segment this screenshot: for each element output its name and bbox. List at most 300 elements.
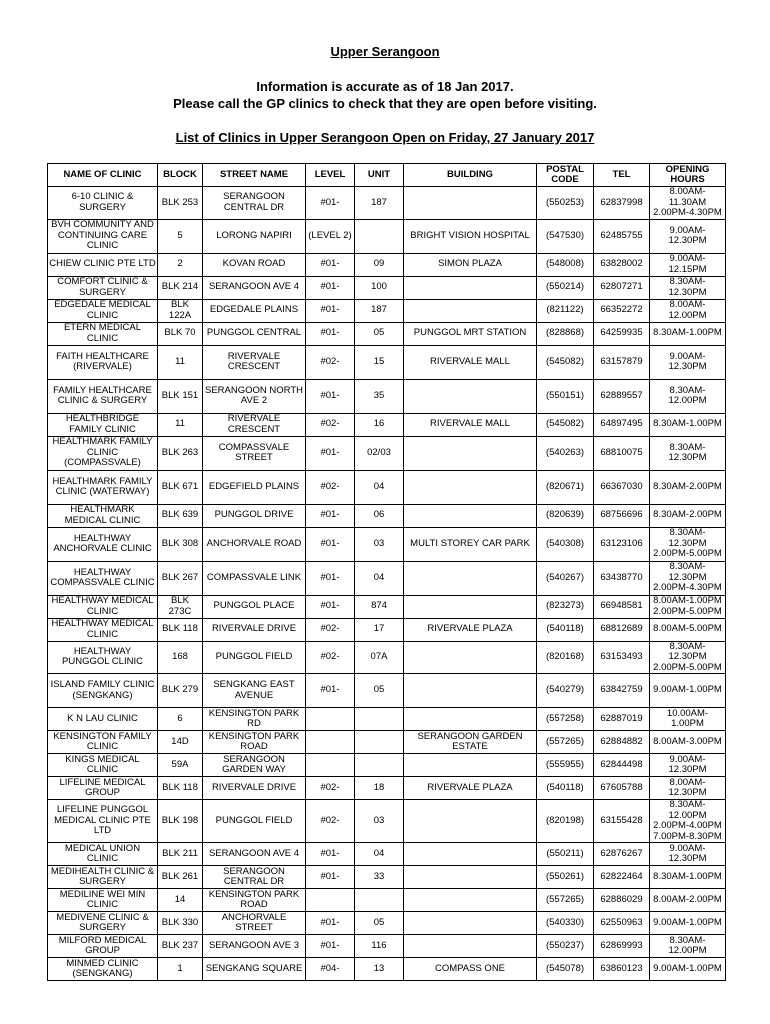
- clinic-postal-code: (547530): [537, 219, 594, 253]
- header-tel: TEL: [594, 164, 650, 187]
- clinic-postal-code: (540308): [537, 527, 594, 561]
- clinic-building: [404, 379, 537, 413]
- clinic-block: BLK 671: [158, 470, 203, 504]
- table-row: [48, 561, 726, 595]
- clinic-postal-code: (557265): [537, 731, 594, 754]
- clinic-block: 168: [158, 641, 203, 674]
- clinic-postal-code: (540330): [537, 912, 594, 935]
- clinic-tel: 66367030: [594, 470, 650, 504]
- clinic-street: PUNGGOL FIELD: [203, 641, 306, 674]
- clinic-level: #01-: [306, 436, 355, 470]
- clinic-hours: 8.00AM-1.00PM 2.00PM-5.00PM: [650, 595, 726, 618]
- clinic-unit: 35: [355, 379, 404, 413]
- clinic-level: #01-: [306, 276, 355, 299]
- clinic-building: [404, 866, 537, 889]
- clinic-postal-code: (828868): [537, 322, 594, 345]
- clinic-block: BLK 118: [158, 618, 203, 641]
- table-row: [48, 322, 726, 345]
- table-header-row: [48, 164, 726, 187]
- clinic-name: EDGEDALE MEDICAL CLINIC: [48, 299, 158, 322]
- clinic-street: RIVERVALE DRIVE: [203, 618, 306, 641]
- table-row: [48, 754, 726, 777]
- clinic-block: 14D: [158, 731, 203, 754]
- clinic-tel: 63860123: [594, 958, 650, 981]
- clinic-level: #01-: [306, 912, 355, 935]
- clinic-street: ANCHORVALE STREET: [203, 912, 306, 935]
- clinic-building: [404, 708, 537, 731]
- clinic-building: MULTI STOREY CAR PARK: [404, 527, 537, 561]
- clinic-building: BRIGHT VISION HOSPITAL: [404, 219, 537, 253]
- table-row: [48, 958, 726, 981]
- clinic-hours: 9.00AM-1.00PM: [650, 958, 726, 981]
- clinic-block: BLK 214: [158, 276, 203, 299]
- clinic-unit: 17: [355, 618, 404, 641]
- clinic-level: [306, 889, 355, 912]
- clinic-postal-code: (555955): [537, 754, 594, 777]
- clinic-postal-code: (540118): [537, 777, 594, 800]
- clinic-name: KENSINGTON FAMILY CLINIC: [48, 731, 158, 754]
- clinic-level: [306, 754, 355, 777]
- table-row: [48, 345, 726, 379]
- clinic-building: [404, 187, 537, 220]
- clinic-street: RIVERVALE DRIVE: [203, 777, 306, 800]
- clinic-name: LIFELINE MEDICAL GROUP: [48, 777, 158, 800]
- clinic-name: HEALTHMARK MEDICAL CLINIC: [48, 504, 158, 527]
- clinic-unit: 18: [355, 777, 404, 800]
- clinic-hours: 8.30AM-12.00PM: [650, 935, 726, 958]
- table-row: [48, 912, 726, 935]
- clinic-level: #02-: [306, 800, 355, 843]
- clinic-postal-code: (550151): [537, 379, 594, 413]
- clinic-unit: 03: [355, 527, 404, 561]
- clinic-hours: 9.00AM-12.30PM: [650, 843, 726, 866]
- clinic-hours: 8.00AM-2.00PM: [650, 889, 726, 912]
- clinic-level: [306, 731, 355, 754]
- clinic-block: BLK 279: [158, 674, 203, 708]
- clinic-level: #01-: [306, 322, 355, 345]
- clinic-block: 11: [158, 345, 203, 379]
- clinic-street: EDGEFIELD PLAINS: [203, 470, 306, 504]
- clinic-postal-code: (550214): [537, 276, 594, 299]
- clinic-building: [404, 889, 537, 912]
- clinic-postal-code: (557265): [537, 889, 594, 912]
- clinic-postal-code: (557258): [537, 708, 594, 731]
- clinic-unit: 187: [355, 299, 404, 322]
- clinic-level: #04-: [306, 958, 355, 981]
- clinic-tel: 62889557: [594, 379, 650, 413]
- clinic-building: [404, 912, 537, 935]
- clinic-block: BLK 261: [158, 866, 203, 889]
- table-row: [48, 413, 726, 436]
- clinic-tel: 66948581: [594, 595, 650, 618]
- clinic-unit: [355, 219, 404, 253]
- clinic-building: [404, 299, 537, 322]
- clinic-street: KENSINGTON PARK ROAD: [203, 731, 306, 754]
- clinic-unit: 05: [355, 912, 404, 935]
- clinic-building: [404, 436, 537, 470]
- clinic-tel: 66352272: [594, 299, 650, 322]
- clinic-tel: 62485755: [594, 219, 650, 253]
- clinic-name: HEALTHWAY ANCHORVALE CLINIC: [48, 527, 158, 561]
- clinic-level: [306, 708, 355, 731]
- clinic-tel: 63153493: [594, 641, 650, 674]
- clinic-block: 5: [158, 219, 203, 253]
- clinic-level: #02-: [306, 641, 355, 674]
- accuracy-note: Information is accurate as of 18 Jan 2017.: [256, 79, 514, 94]
- table-row: [48, 641, 726, 674]
- clinic-street: EDGEDALE PLAINS: [203, 299, 306, 322]
- clinic-unit: 04: [355, 470, 404, 504]
- clinic-level: #01-: [306, 866, 355, 889]
- clinic-block: 2: [158, 253, 203, 276]
- clinic-level: #01-: [306, 935, 355, 958]
- clinic-unit: 100: [355, 276, 404, 299]
- clinic-tel: 68756696: [594, 504, 650, 527]
- clinic-postal-code: (820639): [537, 504, 594, 527]
- clinic-unit: 05: [355, 322, 404, 345]
- clinic-tel: 63842759: [594, 674, 650, 708]
- clinic-name: HEALTHWAY PUNGGOL CLINIC: [48, 641, 158, 674]
- table-row: [48, 187, 726, 220]
- clinic-street: SERANGOON GARDEN WAY: [203, 754, 306, 777]
- table-row: [48, 843, 726, 866]
- clinic-hours: 9.00AM-12.30PM: [650, 219, 726, 253]
- clinic-street: SERANGOON CENTRAL DR: [203, 187, 306, 220]
- clinic-tel: 64259935: [594, 322, 650, 345]
- clinic-level: #01-: [306, 504, 355, 527]
- clinic-tel: 68810075: [594, 436, 650, 470]
- clinic-street: SERANGOON CENTRAL DR: [203, 866, 306, 889]
- clinic-level: #01-: [306, 674, 355, 708]
- clinic-name: COMFORT CLINIC & SURGERY: [48, 276, 158, 299]
- clinic-unit: 04: [355, 843, 404, 866]
- clinic-block: BLK 122A: [158, 299, 203, 322]
- table-row: [48, 800, 726, 843]
- clinic-hours: 8.30AM-12.30PM 2.00PM-4.30PM: [650, 561, 726, 595]
- clinic-building: RIVERVALE MALL: [404, 413, 537, 436]
- clinic-hours: 9.00AM-1.00PM: [650, 674, 726, 708]
- clinic-hours: 8.30AM-1.00PM: [650, 322, 726, 345]
- clinic-hours: 8.30AM-12.30PM: [650, 436, 726, 470]
- clinic-level: #01-: [306, 595, 355, 618]
- clinic-postal-code: (545078): [537, 958, 594, 981]
- clinic-name: HEALTHWAY MEDICAL CLINIC: [48, 618, 158, 641]
- clinic-unit: 04: [355, 561, 404, 595]
- clinic-hours: 8.30AM-12.30PM 2.00PM-5.00PM: [650, 527, 726, 561]
- clinic-level: #02-: [306, 413, 355, 436]
- header-street: STREET NAME: [203, 164, 306, 187]
- clinic-tel: 63157879: [594, 345, 650, 379]
- clinic-building: PUNGGOL MRT STATION: [404, 322, 537, 345]
- clinic-name: HEALTHMARK FAMILY CLINIC (COMPASSVALE): [48, 436, 158, 470]
- table-row: [48, 618, 726, 641]
- table-row: [48, 219, 726, 253]
- clinic-name: ISLAND FAMILY CLINIC (SENGKANG): [48, 674, 158, 708]
- clinic-block: BLK 267: [158, 561, 203, 595]
- clinic-building: [404, 754, 537, 777]
- clinic-name: MILFORD MEDICAL GROUP: [48, 935, 158, 958]
- clinic-name: HEALTHBRIDGE FAMILY CLINIC: [48, 413, 158, 436]
- clinic-unit: [355, 889, 404, 912]
- clinic-building: [404, 843, 537, 866]
- clinic-block: 59A: [158, 754, 203, 777]
- clinic-building: SIMON PLAZA: [404, 253, 537, 276]
- clinic-block: 1: [158, 958, 203, 981]
- clinic-street: SERANGOON AVE 4: [203, 276, 306, 299]
- clinic-name: HEALTHWAY COMPASSVALE CLINIC: [48, 561, 158, 595]
- clinic-unit: 05: [355, 674, 404, 708]
- clinic-hours: 8.00AM-3.00PM: [650, 731, 726, 754]
- clinic-building: RIVERVALE MALL: [404, 345, 537, 379]
- clinic-block: BLK 70: [158, 322, 203, 345]
- clinic-postal-code: (550211): [537, 843, 594, 866]
- clinic-tel: 64897495: [594, 413, 650, 436]
- clinic-street: RIVERVALE CRESCENT: [203, 413, 306, 436]
- clinic-street: COMPASSVALE STREET: [203, 436, 306, 470]
- table-row: [48, 595, 726, 618]
- clinic-building: [404, 641, 537, 674]
- clinic-tel: 63828002: [594, 253, 650, 276]
- clinic-level: #01-: [306, 187, 355, 220]
- clinic-hours: 8.30AM-1.00PM: [650, 413, 726, 436]
- clinic-name: CHIEW CLINIC PTE LTD: [48, 253, 158, 276]
- clinic-block: BLK 253: [158, 187, 203, 220]
- clinic-tel: 63155428: [594, 800, 650, 843]
- call-note: Please call the GP clinics to check that they are open before visiting.: [173, 96, 597, 111]
- document-title: Upper Serangoon: [330, 44, 440, 59]
- clinic-postal-code: (548008): [537, 253, 594, 276]
- clinic-unit: 06: [355, 504, 404, 527]
- clinic-tel: 67605788: [594, 777, 650, 800]
- clinic-postal-code: (820671): [537, 470, 594, 504]
- clinic-unit: 09: [355, 253, 404, 276]
- clinic-postal-code: (823273): [537, 595, 594, 618]
- table-row: [48, 470, 726, 504]
- clinic-hours: 10.00AM-1.00PM: [650, 708, 726, 731]
- clinic-tel: 63123106: [594, 527, 650, 561]
- table-row: [48, 527, 726, 561]
- clinic-unit: 02/03: [355, 436, 404, 470]
- table-row: [48, 504, 726, 527]
- clinic-building: RIVERVALE PLAZA: [404, 618, 537, 641]
- clinic-block: 14: [158, 889, 203, 912]
- clinic-level: #02-: [306, 470, 355, 504]
- table-row: [48, 889, 726, 912]
- header-level: LEVEL: [306, 164, 355, 187]
- clinic-level: #01-: [306, 843, 355, 866]
- clinic-postal-code: (545082): [537, 345, 594, 379]
- table-row: [48, 299, 726, 322]
- clinic-hours: 8.30AM-2.00PM: [650, 504, 726, 527]
- clinic-street: PUNGGOL PLACE: [203, 595, 306, 618]
- clinic-unit: 116: [355, 935, 404, 958]
- clinic-building: COMPASS ONE: [404, 958, 537, 981]
- clinic-block: BLK 198: [158, 800, 203, 843]
- clinic-postal-code: (540267): [537, 561, 594, 595]
- clinic-name: BVH COMMUNITY AND CONTINUING CARE CLINIC: [48, 219, 158, 253]
- clinic-street: LORONG NAPIRI: [203, 219, 306, 253]
- clinic-postal-code: (540279): [537, 674, 594, 708]
- header-block: BLOCK: [158, 164, 203, 187]
- clinic-postal-code: (820198): [537, 800, 594, 843]
- clinic-unit: 874: [355, 595, 404, 618]
- clinic-name: FAMILY HEALTHCARE CLINIC & SURGERY: [48, 379, 158, 413]
- table-row: [48, 253, 726, 276]
- clinic-block: BLK 273C: [158, 595, 203, 618]
- clinic-building: [404, 276, 537, 299]
- clinic-postal-code: (821122): [537, 299, 594, 322]
- clinic-hours: 8.00AM-5.00PM: [650, 618, 726, 641]
- clinic-level: #01-: [306, 561, 355, 595]
- clinic-street: COMPASSVALE LINK: [203, 561, 306, 595]
- clinic-street: KENSINGTON PARK ROAD: [203, 889, 306, 912]
- clinic-block: BLK 639: [158, 504, 203, 527]
- clinic-name: 6-10 CLINIC & SURGERY: [48, 187, 158, 220]
- clinic-tel: 62837998: [594, 187, 650, 220]
- clinic-street: SERANGOON AVE 3: [203, 935, 306, 958]
- clinic-block: BLK 308: [158, 527, 203, 561]
- clinic-street: SERANGOON AVE 4: [203, 843, 306, 866]
- clinic-postal-code: (550237): [537, 935, 594, 958]
- clinic-hours: 8.30AM-12.00PM 2.00PM-4.00PM 7.00PM-8.30PM: [650, 800, 726, 843]
- clinic-hours: 9.00AM-1.00PM: [650, 912, 726, 935]
- table-row: [48, 731, 726, 754]
- clinic-postal-code: (550253): [537, 187, 594, 220]
- clinic-unit: [355, 754, 404, 777]
- header-building: BUILDING: [404, 164, 537, 187]
- clinic-tel: 68812689: [594, 618, 650, 641]
- clinic-level: #02-: [306, 345, 355, 379]
- clinic-hours: 9.00AM-12.15PM: [650, 253, 726, 276]
- clinic-street: SENGKANG SQUARE: [203, 958, 306, 981]
- header-postal: POSTAL CODE: [537, 164, 594, 187]
- clinic-tel: 62887019: [594, 708, 650, 731]
- list-title: List of Clinics in Upper Serangoon Open on Friday, 27 January 2017: [175, 130, 595, 145]
- clinic-hours: 8.30AM-1.00PM: [650, 866, 726, 889]
- clinic-hours: 8.30AM-12.30PM 2.00PM-5.00PM: [650, 641, 726, 674]
- clinic-block: BLK 330: [158, 912, 203, 935]
- clinic-street: KENSINGTON PARK RD: [203, 708, 306, 731]
- table-row: [48, 379, 726, 413]
- clinic-level: #02-: [306, 618, 355, 641]
- clinic-tel: 62807271: [594, 276, 650, 299]
- clinic-hours: 8.00AM-12.00PM: [650, 299, 726, 322]
- clinic-level: #01-: [306, 527, 355, 561]
- clinic-unit: 15: [355, 345, 404, 379]
- clinic-name: MINMED CLINIC (SENGKANG): [48, 958, 158, 981]
- clinic-hours: 8.30AM-12.00PM: [650, 379, 726, 413]
- clinic-name: MEDIHEALTH CLINIC & SURGERY: [48, 866, 158, 889]
- clinic-tel: 62869993: [594, 935, 650, 958]
- clinic-building: [404, 674, 537, 708]
- table-row: [48, 708, 726, 731]
- clinic-street: SERANGOON NORTH AVE 2: [203, 379, 306, 413]
- clinic-postal-code: (820168): [537, 641, 594, 674]
- clinic-name: HEALTHWAY MEDICAL CLINIC: [48, 595, 158, 618]
- clinic-hours: 8.00AM-12.30PM: [650, 777, 726, 800]
- clinic-level: #01-: [306, 299, 355, 322]
- clinic-name: HEALTHMARK FAMILY CLINIC (WATERWAY): [48, 470, 158, 504]
- clinic-level: #01-: [306, 379, 355, 413]
- clinic-street: PUNGGOL CENTRAL: [203, 322, 306, 345]
- clinic-unit: 16: [355, 413, 404, 436]
- clinic-name: FAITH HEALTHCARE (RIVERVALE): [48, 345, 158, 379]
- clinic-block: BLK 263: [158, 436, 203, 470]
- clinic-building: [404, 935, 537, 958]
- clinic-street: PUNGGOL FIELD: [203, 800, 306, 843]
- clinic-name: LIFELINE PUNGGOL MEDICAL CLINIC PTE LTD: [48, 800, 158, 843]
- clinic-name: MEDIVENE CLINIC & SURGERY: [48, 912, 158, 935]
- clinic-level: (LEVEL 2): [306, 219, 355, 253]
- table-row: [48, 866, 726, 889]
- clinic-hours: 9.00AM-12.30PM: [650, 345, 726, 379]
- header-hours: OPENING HOURS: [650, 164, 726, 187]
- clinic-street: PUNGGOL DRIVE: [203, 504, 306, 527]
- clinic-hours: 9.00AM-12.30PM: [650, 754, 726, 777]
- table-row: [48, 436, 726, 470]
- clinic-hours: 8.30AM-12.30PM: [650, 276, 726, 299]
- clinic-name: KINGS MEDICAL CLINIC: [48, 754, 158, 777]
- clinics-table-body: [48, 187, 726, 981]
- clinic-tel: 62822464: [594, 866, 650, 889]
- clinic-unit: 13: [355, 958, 404, 981]
- clinic-street: RIVERVALE CRESCENT: [203, 345, 306, 379]
- clinic-postal-code: (540263): [537, 436, 594, 470]
- table-row: [48, 674, 726, 708]
- clinic-building: [404, 504, 537, 527]
- table-row: [48, 777, 726, 800]
- clinic-building: SERANGOON GARDEN ESTATE: [404, 731, 537, 754]
- clinic-tel: 62886029: [594, 889, 650, 912]
- clinic-building: [404, 561, 537, 595]
- clinic-block: 11: [158, 413, 203, 436]
- clinic-level: #01-: [306, 253, 355, 276]
- clinic-block: BLK 237: [158, 935, 203, 958]
- clinic-tel: 63438770: [594, 561, 650, 595]
- clinic-name: K N LAU CLINIC: [48, 708, 158, 731]
- clinic-unit: 33: [355, 866, 404, 889]
- clinic-postal-code: (550261): [537, 866, 594, 889]
- clinic-tel: 62884882: [594, 731, 650, 754]
- clinic-unit: [355, 708, 404, 731]
- clinic-unit: [355, 731, 404, 754]
- clinic-block: BLK 211: [158, 843, 203, 866]
- clinics-table: [47, 163, 726, 981]
- clinic-hours: 8.30AM-2.00PM: [650, 470, 726, 504]
- clinic-building: [404, 800, 537, 843]
- header-unit: UNIT: [355, 164, 404, 187]
- clinic-building: RIVERVALE PLAZA: [404, 777, 537, 800]
- clinic-unit: 187: [355, 187, 404, 220]
- clinic-block: BLK 151: [158, 379, 203, 413]
- clinic-unit: 03: [355, 800, 404, 843]
- clinic-block: BLK 118: [158, 777, 203, 800]
- table-row: [48, 276, 726, 299]
- clinic-block: 6: [158, 708, 203, 731]
- header-name: NAME OF CLINIC: [48, 164, 158, 187]
- clinic-building: [404, 470, 537, 504]
- clinic-name: MEDILINE WEI MIN CLINIC: [48, 889, 158, 912]
- table-row: [48, 935, 726, 958]
- clinic-name: MEDICAL UNION CLINIC: [48, 843, 158, 866]
- clinic-name: ETERN MEDICAL CLINIC: [48, 322, 158, 345]
- clinic-street: SENGKANG EAST AVENUE: [203, 674, 306, 708]
- clinic-postal-code: (545082): [537, 413, 594, 436]
- clinic-unit: 07A: [355, 641, 404, 674]
- clinic-tel: 62550963: [594, 912, 650, 935]
- clinic-street: ANCHORVALE ROAD: [203, 527, 306, 561]
- clinic-postal-code: (540118): [537, 618, 594, 641]
